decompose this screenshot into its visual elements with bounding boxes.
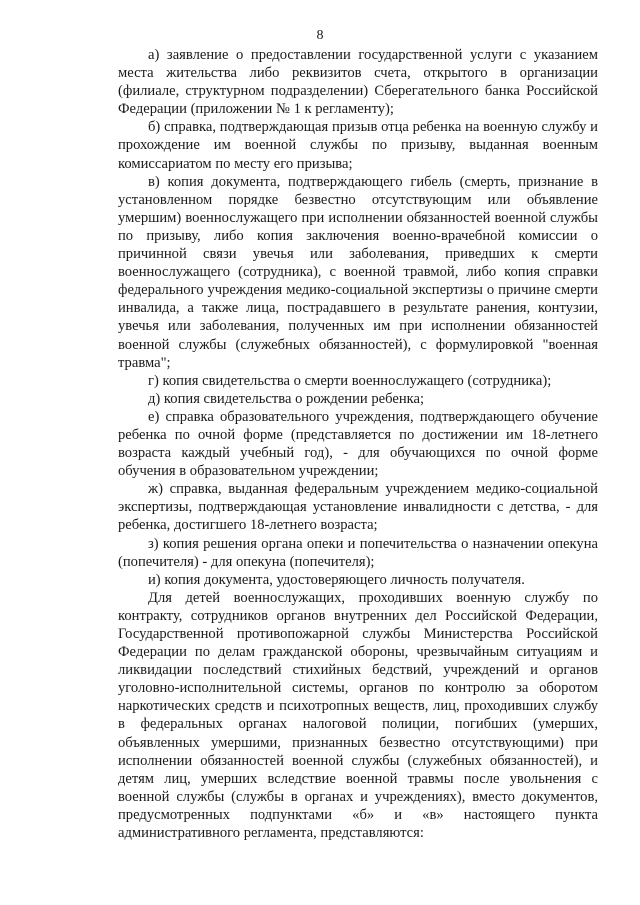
page-number: 8 <box>316 28 324 43</box>
item-b-paragraph: б) справка, подтверждающая призыв отца ребенка на военную службу и прохождение им военной службы по призыву, выданная военным комиссариатом по месту его призыва; <box>118 119 598 172</box>
closing-paragraph: Для детей военнослужащих, проходивших военную службу по контракту, сотрудников органов внутренних дел Российской Федерации, Государственной противопожарной службы Министерства Российской Федерации по делам гражданской обороны, чрезвычайным ситуациям и ликвидации последствий стихийных бедствий, учреждений и органов уголовно-исполнительной системы, органов по контролю за оборотом наркотических средств и психотропных веществ, лиц, проходивших службу в федеральных органах налоговой полиции, погибших (умерших, объявленных умершими, признанных безвестно отсутствующими) при исполнении обязанностей военной службы (служебных обязанностей), и детям лиц, умерших вследствие военной травмы после увольнения с военной службы (службы в органах и учреждениях), вместо документов, предусмотренных подпунктами «б» и «в» настоящего пункта административного регламента, представляются: <box>118 589 598 842</box>
item-e-paragraph: е) справка образовательного учреждения, подтверждающего обучение ребенка по очной форме (представляется по достижении им 18-летнего возраста каждый учебный год), - для обучающихся по очной форме обучения в образовательном учреждении; <box>118 408 598 480</box>
document-body <box>118 46 598 842</box>
item-d-paragraph: д) копия свидетельства о рождении ребенка; <box>148 390 425 407</box>
item-i-paragraph: и) копия документа, удостоверяющего личность получателя. <box>148 571 525 588</box>
item-a-paragraph: а) заявление о предоставлении государственной услуги с указанием места жительства либо реквизитов счета, открытого в организации (филиале, структурном подразделении) Сберегательного банка Российской Федерации (приложении № 1 к регламенту); <box>118 47 598 118</box>
item-v-paragraph: в) копия документа, подтверждающего гибель (смерть, признание в установленном порядке безвестно отсутствующим или объявление умершим) военнослужащего при исполнении обязанностей военной службы по призыву, либо копия заключения военно-врачебной комиссии о причинной связи увечья или заболевания, приведших к смерти военнослужащего (сотрудника), с военной травмой, либо копия справки федерального учреждения медико-социальной экспертизы о причине смерти инвалида, а также лица, пострадавшего в результате ранения, контузии, увечья или заболевания, полученных им при исполнении обязанностей военной службы (служебных обязанностей), с формулировкой "военная травма"; <box>118 173 598 371</box>
item-z-paragraph: з) копия решения органа опеки и попечительства о назначении опекуна (попечителя) - для опекуна (попечителя); <box>118 535 598 570</box>
item-g-paragraph: г) копия свидетельства о смерти военнослужащего (сотрудника); <box>148 372 552 389</box>
item-zh-paragraph: ж) справка, выданная федеральным учреждением медико-социальной экспертизы, подтверждающая установление инвалидности с детства, - для ребенка, достигшего 18-летнего возраста; <box>118 481 598 534</box>
